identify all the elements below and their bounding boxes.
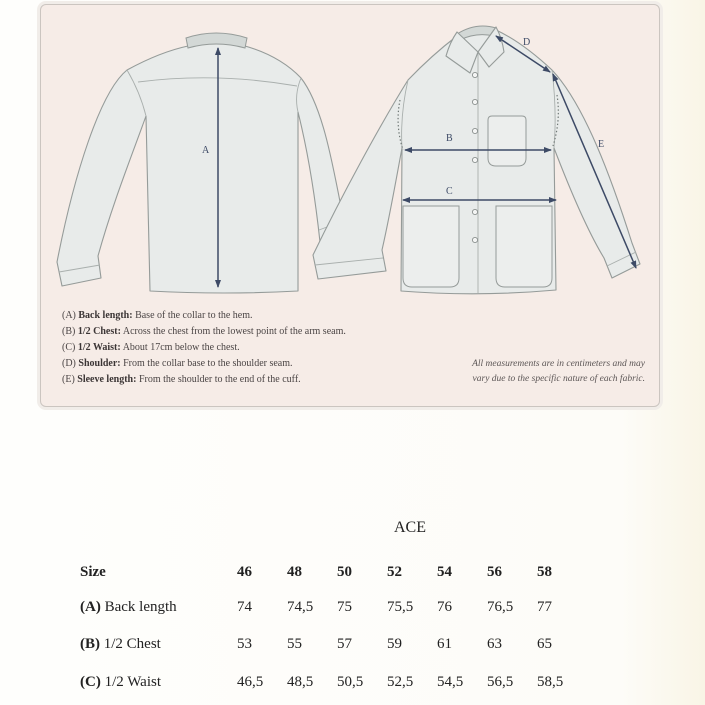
back-view-jacket bbox=[57, 33, 346, 293]
table-cell: 77 bbox=[537, 599, 552, 615]
legend-term: Back length: bbox=[78, 310, 133, 321]
button bbox=[472, 237, 477, 242]
size-header: 50 bbox=[337, 564, 352, 580]
row-name: 1/2 Chest bbox=[103, 636, 161, 652]
table-row-waist bbox=[0, 672, 705, 692]
table-cell: 74 bbox=[237, 599, 252, 615]
label-c: C bbox=[446, 186, 453, 197]
jacket-diagram bbox=[0, 0, 705, 300]
row-name: 1/2 Waist bbox=[104, 674, 162, 690]
row-code: (A) bbox=[80, 599, 101, 615]
table-cell: 46,5 bbox=[237, 674, 264, 690]
legend-description: Across the chest from the lowest point of the arm seam. bbox=[122, 326, 346, 337]
size-header: 58 bbox=[537, 564, 552, 580]
table-cell: 74,5 bbox=[287, 599, 314, 615]
legend-term: 1/2 Waist: bbox=[77, 342, 121, 353]
table-cell: 65 bbox=[537, 636, 552, 652]
table-cell: 55 bbox=[287, 636, 302, 652]
table-cell: 63 bbox=[487, 636, 502, 652]
table-cell: 75,5 bbox=[387, 599, 414, 615]
front-view-jacket bbox=[313, 26, 640, 294]
size-header: 56 bbox=[487, 564, 502, 580]
legend-description: From the collar base to the shoulder seam. bbox=[123, 358, 293, 369]
legend-item-waist bbox=[62, 340, 346, 356]
table-cell: 50,5 bbox=[337, 674, 364, 690]
legend-item-back-length bbox=[62, 308, 346, 324]
back-jacket-body bbox=[57, 43, 346, 293]
legend-code: (B) bbox=[62, 326, 76, 337]
legend-code: (E) bbox=[62, 374, 75, 385]
note-line: All measurements are in centimeters and may bbox=[472, 359, 645, 369]
table-cell: 58,5 bbox=[537, 674, 564, 690]
table-cell: 59 bbox=[387, 636, 402, 652]
table-header-row bbox=[0, 562, 705, 582]
table-row-back-length bbox=[0, 597, 705, 617]
button bbox=[472, 209, 477, 214]
row-code: (B) bbox=[80, 636, 100, 652]
button bbox=[472, 157, 477, 162]
size-header-label: Size bbox=[80, 564, 106, 580]
table-cell: 61 bbox=[437, 636, 452, 652]
table-cell: 48,5 bbox=[287, 674, 314, 690]
button bbox=[472, 99, 477, 104]
size-table-title: ACE bbox=[394, 519, 426, 536]
legend-code: (D) bbox=[62, 358, 76, 369]
label-d: D bbox=[523, 37, 531, 48]
measurement-legend bbox=[62, 308, 346, 388]
table-cell: 56,5 bbox=[487, 674, 514, 690]
table-cell: 53 bbox=[237, 636, 252, 652]
legend-item-chest bbox=[62, 324, 346, 340]
note-line: vary due to the specific nature of each fabric. bbox=[472, 374, 645, 384]
lower-right-pocket bbox=[496, 206, 552, 287]
table-cell: 75 bbox=[337, 599, 352, 615]
table-cell: 52,5 bbox=[387, 674, 414, 690]
row-label bbox=[80, 597, 177, 617]
legend-description: From the shoulder to the end of the cuff. bbox=[138, 374, 301, 385]
table-cell: 57 bbox=[337, 636, 352, 652]
legend-term: 1/2 Chest: bbox=[77, 326, 121, 337]
legend-description: About 17cm below the chest. bbox=[122, 342, 240, 353]
legend-item-sleeve-length bbox=[62, 372, 346, 388]
row-code: (C) bbox=[80, 674, 101, 690]
button bbox=[472, 128, 477, 133]
lower-left-pocket bbox=[403, 206, 459, 287]
label-a: A bbox=[202, 145, 210, 156]
size-header: 52 bbox=[387, 564, 402, 580]
legend-code: (A) bbox=[62, 310, 76, 321]
label-e: E bbox=[598, 139, 605, 150]
legend-term: Sleeve length: bbox=[77, 374, 137, 385]
chest-pocket bbox=[488, 116, 526, 166]
legend-item-shoulder bbox=[62, 356, 346, 372]
label-b: B bbox=[446, 133, 453, 144]
legend-description: Base of the collar to the hem. bbox=[135, 310, 253, 321]
table-cell: 76,5 bbox=[487, 599, 514, 615]
row-label bbox=[80, 672, 161, 692]
table-cell: 54,5 bbox=[437, 674, 464, 690]
legend-term: Shoulder: bbox=[78, 358, 121, 369]
size-header: 48 bbox=[287, 564, 302, 580]
table-row-chest bbox=[0, 634, 705, 654]
size-header: 46 bbox=[237, 564, 252, 580]
table-cell: 76 bbox=[437, 599, 452, 615]
row-name: Back length bbox=[104, 599, 177, 615]
measurement-note bbox=[400, 357, 645, 387]
size-header: 54 bbox=[437, 564, 452, 580]
row-label bbox=[80, 634, 161, 654]
button bbox=[472, 72, 477, 77]
legend-code: (C) bbox=[62, 342, 76, 353]
